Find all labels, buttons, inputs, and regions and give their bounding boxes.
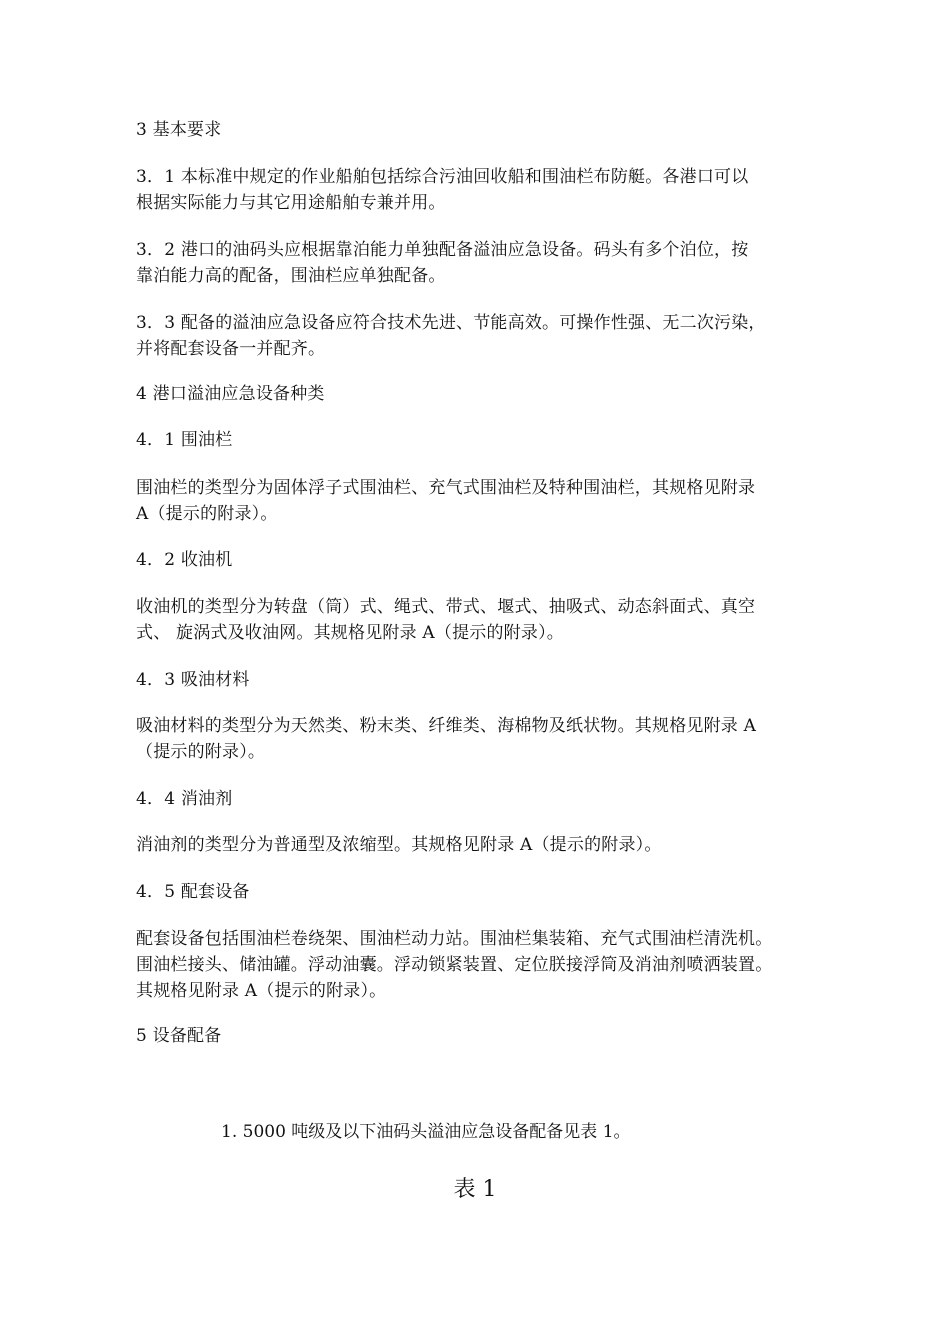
paragraph-line: 并将配套设备一并配齐。	[136, 339, 326, 359]
paragraph-line: （提示的附录）。	[136, 742, 266, 762]
paragraph-line: 3．3 配备的溢油应急设备应符合技术先进、节能高效。可操作性强、无二次污染，	[136, 313, 766, 333]
subsection-heading-4-1: 4．1 围油栏	[136, 430, 233, 450]
subsection-heading-4-2: 4．2 收油机	[136, 550, 233, 570]
paragraph-line: 配套设备包括围油栏卷绕架、围油栏动力站。围油栏集装箱、充气式围油栏清洗机。	[136, 929, 773, 949]
paragraph-4-1	[136, 475, 820, 527]
paragraph-line: 吸油材料的类型分为天然类、粉末类、纤维类、海棉物及纸状物。其规格见附录 A	[136, 716, 757, 736]
paragraph-line: 围油栏的类型分为固体浮子式围油栏、充气式围油栏及特种围油栏，其规格见附录	[136, 478, 756, 498]
subsection-heading-4-3: 4．3 吸油材料	[136, 670, 250, 690]
paragraph-line: 根据实际能力与其它用途船舶专兼并用。	[136, 193, 446, 213]
paragraph-3-2	[136, 237, 820, 289]
paragraph-4-2	[136, 594, 820, 646]
subsection-heading-4-5: 4．5 配套设备	[136, 882, 250, 902]
paragraph-line: A（提示的附录）。	[136, 504, 278, 524]
paragraph-line: 收油机的类型分为转盘（筒）式、绳式、带式、堰式、抽吸式、动态斜面式、真空	[136, 597, 756, 617]
paragraph-line: 3．2 港口的油码头应根据靠泊能力单独配备溢油应急设备。码头有多个泊位，按	[136, 240, 749, 260]
paragraph-line: 3．1 本标准中规定的作业船舶包括综合污油回收船和围油栏布防艇。各港口可以	[136, 167, 749, 187]
paragraph-3-3	[136, 310, 820, 362]
paragraph-line: 靠泊能力高的配备，围油栏应单独配备。	[136, 266, 446, 286]
section-heading-3: 3 基本要求	[136, 120, 222, 140]
paragraph-3-1	[136, 164, 820, 216]
paragraph-4-3	[136, 713, 820, 765]
paragraph-line: 其规格见附录 A（提示的附录）。	[136, 981, 387, 1001]
paragraph-4-4: 消油剂的类型分为普通型及浓缩型。其规格见附录 A（提示的附录）。	[136, 835, 662, 855]
paragraph-line: 式、 旋涡式及收油网。其规格见附录 A（提示的附录）。	[136, 623, 564, 643]
table-caption: 表 1	[453, 1177, 497, 1202]
paragraph-line: 围油栏接头、储油罐。浮动油囊。浮动锁紧装置、定位朕接浮筒及消油剂喷洒装置。	[136, 955, 773, 975]
paragraph-4-5	[136, 926, 820, 1004]
subsection-heading-4-4: 4．4 消油剂	[136, 789, 233, 809]
section-heading-5: 5 设备配备	[136, 1026, 222, 1046]
section-heading-4: 4 港口溢油应急设备种类	[136, 384, 325, 404]
list-item-1: 1. 5000 吨级及以下油码头溢油应急设备配备见表 1。	[221, 1122, 631, 1142]
